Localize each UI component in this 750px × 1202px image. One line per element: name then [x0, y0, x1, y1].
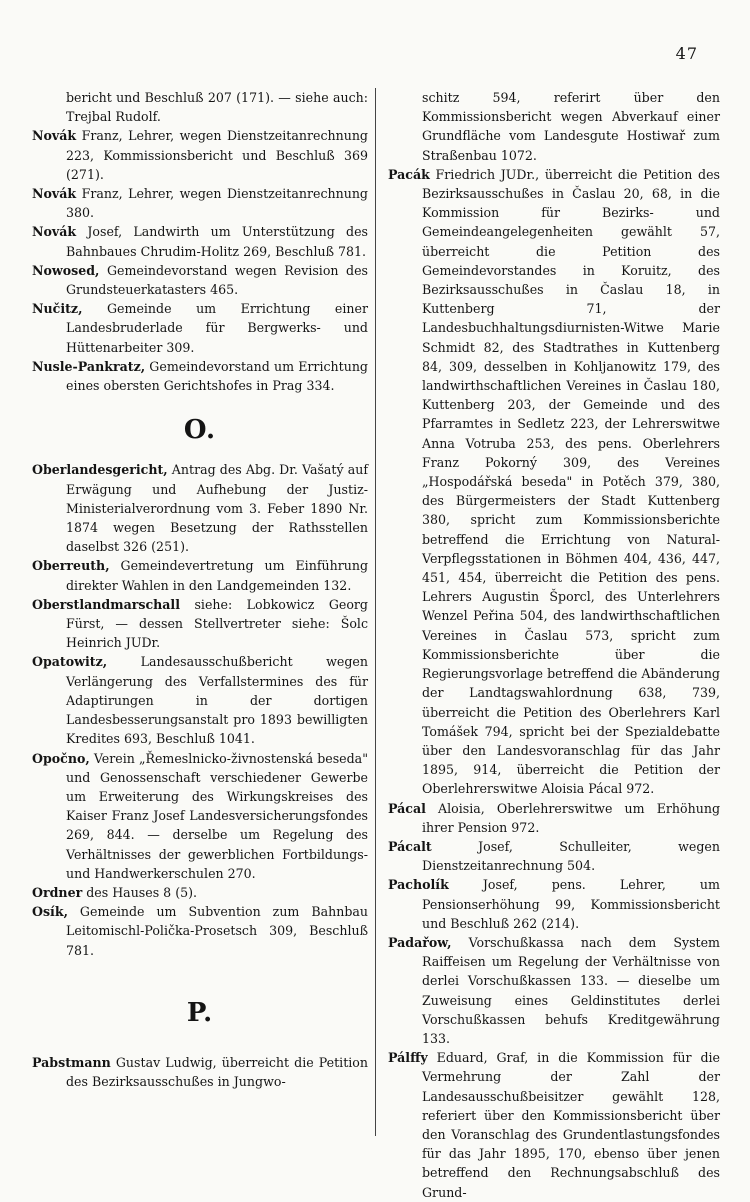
entries-top — [32, 88, 368, 395]
entry-headword: Oberreuth, — [32, 558, 110, 574]
index-entry — [32, 883, 368, 902]
entry-headword: Oberstlandmarschall — [32, 596, 181, 612]
index-entry — [388, 875, 720, 933]
index-entry — [32, 88, 368, 126]
entry-text: Josef, pens. Lehrer, um Pensionserhöhung 99, Kommissionsbericht und Beschluß 262 (214). — [422, 877, 720, 931]
entry-headword: Pácalt — [388, 838, 432, 854]
entry-headword: Pálffy — [388, 1050, 428, 1066]
index-entry — [32, 184, 368, 222]
index-entry — [32, 299, 368, 357]
entry-headword: Novák — [32, 186, 77, 202]
entry-text: bericht und Beschluß 207 (171). — siehe auch: Trejbal Rudolf. — [66, 90, 368, 125]
entry-headword: Nusle-Pankratz, — [32, 358, 146, 374]
entry-headword: Novák — [32, 128, 77, 144]
entry-headword: Nowosed, — [32, 262, 100, 278]
entry-text: Verein „Řemeslnicko-živnostenská beseda" und Genossenschaft verschiedener Gewerbe um Erweiterung des Wirkungskreises des Kaiser Franz Josef Landesversicherungsfondes 269, 844. — derselbe um Regelung des Verhältnisses der gewerblichen Fortbildungs- und Handwerkerschulen 270. — [66, 750, 368, 881]
entry-text: Gemeindevorstand um Errichtung eines obersten Gerichtshofes in Prag 334. — [66, 358, 368, 394]
entry-text: Gemeindevertretung um Einführung direkter Wahlen in den Landgemeinden 132. — [66, 558, 368, 593]
entry-text: Josef, Schulleiter, wegen Dienstzeitanrechnung 504. — [422, 838, 720, 874]
section-heading-o: O. — [183, 415, 217, 446]
entry-text: schitz 594, referirt über den Kommissionsbericht wegen Abverkauf einer Grundfläche vom Landesgute Hostiwař zum Straßenbau 1072. — [422, 90, 720, 163]
entry-headword: Pacák — [388, 166, 430, 182]
index-entry — [32, 652, 368, 748]
entry-headword: Opočno, — [32, 750, 90, 766]
entry-text: Gemeinde um Errichtung einer Landesbruderlade für Bergwerks- und Hüttenarbeiter 309. — [66, 301, 368, 355]
index-entry — [388, 837, 720, 875]
entry-text: Eduard, Graf, in die Kommission für die Vermehrung der Zahl der Landesausschußbeisitzer gewählt 128, referiert über den Kommissionsbericht über den Voranschlag des Grundentlastungsfondes für das Jahr 1895, 170, ebenso über jenen betreffend den Rechnungsabschluß des Grund- — [422, 1050, 720, 1200]
index-entry — [32, 556, 368, 594]
entry-headword: Novák — [32, 224, 77, 240]
entries-o — [32, 460, 368, 959]
index-entry — [32, 1053, 368, 1091]
entry-text: Antrag des Abg. Dr. Vašatý auf Erwägung und Aufhebung der Justiz-Ministerialverordnung vom 3. Feber 1890 Nr. 1874 wegen Besetzung der Rathsstellen daselbst 326 (251). — [66, 462, 368, 555]
left-column — [32, 88, 368, 1091]
index-entry — [388, 88, 720, 165]
entry-headword: Ordner — [32, 884, 83, 900]
entry-text: Franz, Lehrer, wegen Dienstzeitanrechnung 380. — [66, 186, 368, 221]
index-entry — [32, 357, 368, 395]
page-number: 47 — [675, 44, 698, 63]
index-entry — [32, 749, 368, 883]
right-column — [388, 88, 720, 1202]
entry-text: Josef, Landwirth um Unterstützung des Bahnbaues Chrudim-Holitz 269, Beschluß 781. — [66, 224, 368, 259]
entries-right — [388, 88, 720, 1202]
index-entry — [32, 222, 368, 260]
entry-headword: Oberlandesgericht, — [32, 462, 168, 478]
index-entry — [32, 595, 368, 653]
index-entry — [388, 165, 720, 799]
index-entry — [32, 261, 368, 299]
index-entry — [388, 1048, 720, 1202]
entry-headword: Opatowitz, — [32, 654, 108, 670]
entry-text: Vorschußkassa nach dem System Raiffeisen um Regelung der Verhältnisse von derlei Vorschußkassen 133. — dieselbe um Zuweisung eines Geldinstitutes derlei Vorschußkassen behufs Kreditgewährung 133. — [422, 934, 720, 1046]
entry-headword: Pácal — [388, 800, 426, 816]
entry-headword: Osík, — [32, 904, 68, 920]
section-heading-p: P. — [186, 997, 214, 1028]
entry-text: Gemeindevorstand wegen Revision des Grundsteuerkatasters 465. — [66, 262, 368, 298]
entry-text: des Hauses 8 (5). — [82, 884, 198, 900]
entry-headword: Nučitz, — [32, 301, 83, 317]
index-entry — [388, 799, 720, 837]
index-entry — [32, 902, 368, 960]
index-entry — [388, 933, 720, 1048]
entry-text: Gustav Ludwig, überreicht die Petition des Bezirksausschußes in Jungwo- — [66, 1054, 368, 1090]
entry-text: Friedrich JUDr., überreicht die Petition des Bezirksausschußes in Časlau 20, 68, in die Kommission für Bezirks- und Gemeindeangelegenheiten gewählt 57, überreicht die Petition des Gemeindevorstandes in Koruitz, des Bezirksausschußes in Časlau 18, in Kuttenberg 71, der Landesbuchhaltungsdiurnisten-Witwe Marie Schmidt 82, des Stadtrathes in Kuttenberg 84, 309, desselben in Kohljanowitz 179, des landwirthschaftlichen Vereines in Časlau 180, Kuttenberg 203, der Gemeinde und des Pfarramtes in Sedletz 223, der Lehrerswitwe Anna Votruba 253, des pens. Oberlehrers Franz Pokorný 309, des Vereines „Hospodářská beseda" in Potěch 379, 380, des Bürgermeisters der Stadt Kuttenberg 380, spricht zum Kommissionsberichte betreffend die Errichtung von Natural-Verpflegsstationen in Böhmen 404, 436, 447, 451, 454, überreicht die Petition des pens. Lehrers Augustin Šporcl, des Unterlehrers Wenzel Peřina 504, des landwirthschaftlichen Vereines in Časlau 573, spricht zum Kommissionsberichte über die Regierungsvorlage betreffend die Abänderung der Landtagswahlordnung 638, 739, überreicht die Petition des Oberlehrers Karl Tomášek 794, spricht bei der Spezialdebatte über den Landesvoranschlag für das Jahr 1895, 914, überreicht die Petition der Oberlehrerswitwe Aloisia Pácal 972. — [422, 166, 720, 797]
entry-text: siehe: Lobkowicz Georg Fürst, — dessen Stellvertreter siehe: Šolc Heinrich JUDr. — [66, 596, 368, 651]
index-entry — [32, 126, 368, 184]
entry-text: Franz, Lehrer, wegen Dienstzeitanrechnung 223, Kommissionsbericht und Beschluß 369 (271). — [66, 128, 368, 182]
entry-headword: Pabstmann — [32, 1054, 111, 1070]
entry-text: Landesausschußbericht wegen Verlängerung des Verfallstermines des für Adaptirungen in der dortigen Landesbesserungsanstalt pro 1893 bewilligten Kredites 693, Beschluß 1041. — [66, 654, 368, 747]
entry-text: Aloisia, Oberlehrerswitwe um Erhöhung ihrer Pension 972. — [422, 800, 720, 835]
entry-headword: Padařow, — [388, 934, 452, 950]
index-entry — [32, 460, 368, 556]
entry-text: Gemeinde um Subvention zum Bahnbau Leitomischl-Polička-Prosetsch 309, Beschluß 781. — [66, 904, 368, 958]
entry-headword: Pacholík — [388, 877, 449, 893]
column-divider — [375, 88, 376, 1136]
entries-p — [32, 1053, 368, 1091]
